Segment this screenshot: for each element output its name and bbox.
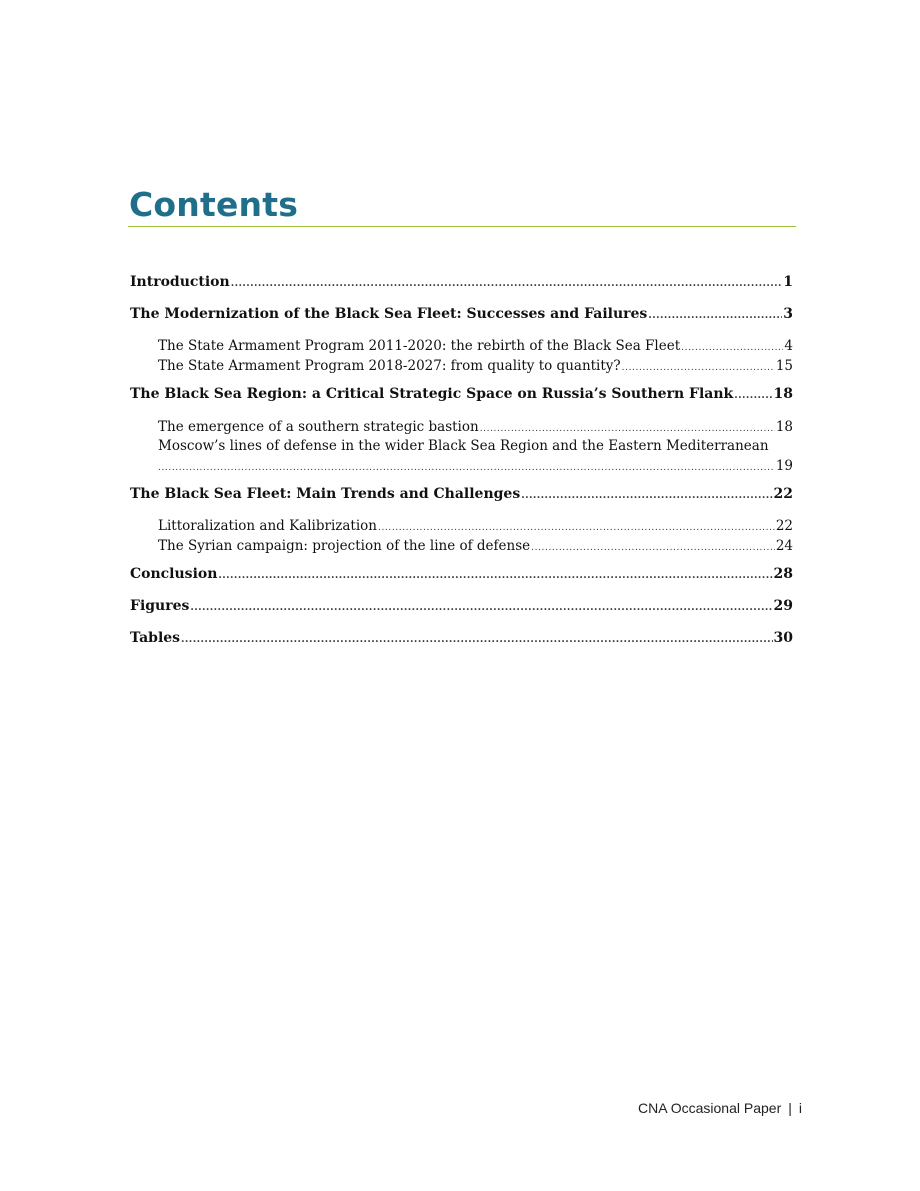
toc-entry-title: Moscow’s lines of defense in the wider Black Sea Region and the Eastern Mediterranean: [158, 438, 769, 454]
toc-entry-title: The State Armament Program 2011-2020: the rebirth of the Black Sea Fleet: [158, 338, 681, 354]
dot-leader: [648, 306, 782, 326]
toc-entry-title: Tables: [130, 630, 181, 646]
dot-leader: [531, 538, 775, 558]
toc-entry-littoralization[interactable]: [158, 516, 793, 538]
toc-entry-page: 22: [775, 518, 793, 534]
dot-leader: [734, 386, 772, 406]
toc-entry-sap-2011[interactable]: [158, 336, 793, 358]
toc-entry-title: The Syrian campaign: projection of the line of defense: [158, 538, 531, 554]
toc-entry-title: Conclusion: [130, 566, 218, 582]
publication-name: CNA Occasional Paper: [638, 1100, 782, 1116]
dot-leader: [681, 338, 783, 358]
page-footer: [638, 1100, 802, 1116]
toc-entry-page: 19: [775, 458, 793, 474]
toc-entry-page: 29: [773, 598, 793, 614]
toc-entry-page: 18: [775, 419, 793, 435]
dot-leader: [181, 630, 772, 650]
toc-entry-page: 4: [784, 338, 793, 354]
toc-entry-title: The Modernization of the Black Sea Fleet: Successes and Failures: [130, 306, 648, 322]
toc-entry-title: The State Armament Program 2018-2027: from quality to quantity?: [158, 358, 621, 374]
toc-entry-modernization[interactable]: [130, 304, 793, 326]
toc-entry-title: Introduction: [130, 274, 230, 290]
toc-entry-page: 3: [783, 306, 793, 322]
toc-entry-page: 28: [773, 566, 793, 582]
toc-entry-introduction[interactable]: [130, 272, 793, 294]
toc-entry-syrian[interactable]: [158, 536, 793, 558]
toc-entry-region[interactable]: [130, 384, 793, 406]
toc-entry-page: 22: [773, 486, 793, 502]
dot-leader: [158, 458, 775, 478]
toc-entry-title: The emergence of a southern strategic bastion: [158, 419, 479, 435]
page-number: i: [798, 1100, 802, 1116]
dot-leader: [622, 358, 775, 378]
dot-leader: [521, 486, 772, 506]
dot-leader: [231, 274, 783, 294]
toc-entry-figures[interactable]: [130, 596, 793, 618]
toc-entry-conclusion[interactable]: [130, 564, 793, 586]
toc-entry-page: 15: [775, 358, 793, 374]
toc-entry-page: 1: [783, 274, 793, 290]
toc-entry-title: The Black Sea Fleet: Main Trends and Challenges: [130, 486, 521, 502]
footer-separator: |: [788, 1100, 792, 1116]
toc-entry-page: 30: [773, 630, 793, 646]
dot-leader: [378, 518, 775, 538]
toc-entry-trends[interactable]: [130, 484, 793, 506]
dot-leader: [218, 566, 772, 586]
toc-entry-title: Littoralization and Kalibrization: [158, 518, 377, 534]
toc-entry-page: 18: [773, 386, 793, 402]
page-title: Contents: [129, 185, 299, 224]
toc-entry-tables[interactable]: [130, 628, 793, 650]
title-divider: [128, 226, 796, 227]
toc-entry-title: Figures: [130, 598, 190, 614]
toc-entry-sap-2018[interactable]: [158, 356, 793, 378]
toc-entry-page: 24: [775, 538, 793, 554]
toc-entry-title: The Black Sea Region: a Critical Strategic Space on Russia’s Southern Flank: [130, 386, 734, 402]
toc-entry-lines-of-defense[interactable]: [158, 436, 793, 478]
dot-leader: [190, 598, 772, 618]
